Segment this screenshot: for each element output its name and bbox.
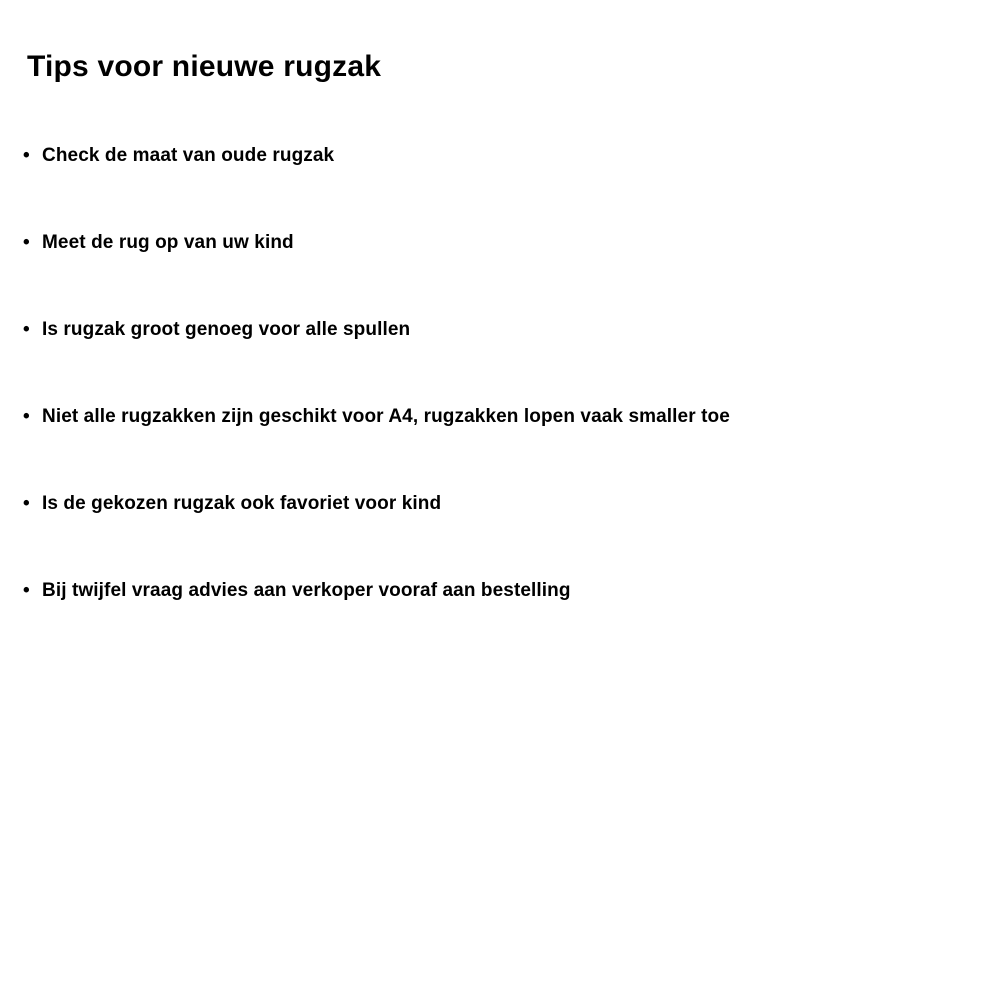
bullet-icon: • [23, 493, 30, 514]
bullet-icon: • [23, 319, 30, 340]
list-item-text: Check de maat van oude rugzak [42, 145, 335, 166]
list-item [23, 580, 1000, 602]
list-item-text: Bij twijfel vraag advies aan verkoper vooraf aan bestelling [42, 580, 571, 601]
list-item [23, 319, 1000, 341]
bullet-icon: • [23, 580, 30, 601]
list-item-text: Is rugzak groot genoeg voor alle spullen [42, 319, 411, 340]
list-item-text: Niet alle rugzakken zijn geschikt voor A4, rugzakken lopen vaak smaller toe [42, 406, 730, 427]
list-item [23, 232, 1000, 254]
list-item [23, 406, 1000, 428]
bullet-icon: • [23, 232, 30, 253]
list-item [23, 493, 1000, 515]
list-item-text: Meet de rug op van uw kind [42, 232, 294, 253]
tips-bullet-list [23, 145, 1000, 602]
page-title: Tips voor nieuwe rugzak [27, 50, 382, 83]
bullet-icon: • [23, 406, 30, 427]
list-item-text: Is de gekozen rugzak ook favoriet voor kind [42, 493, 442, 514]
bullet-icon: • [23, 145, 30, 166]
list-item [23, 145, 1000, 167]
